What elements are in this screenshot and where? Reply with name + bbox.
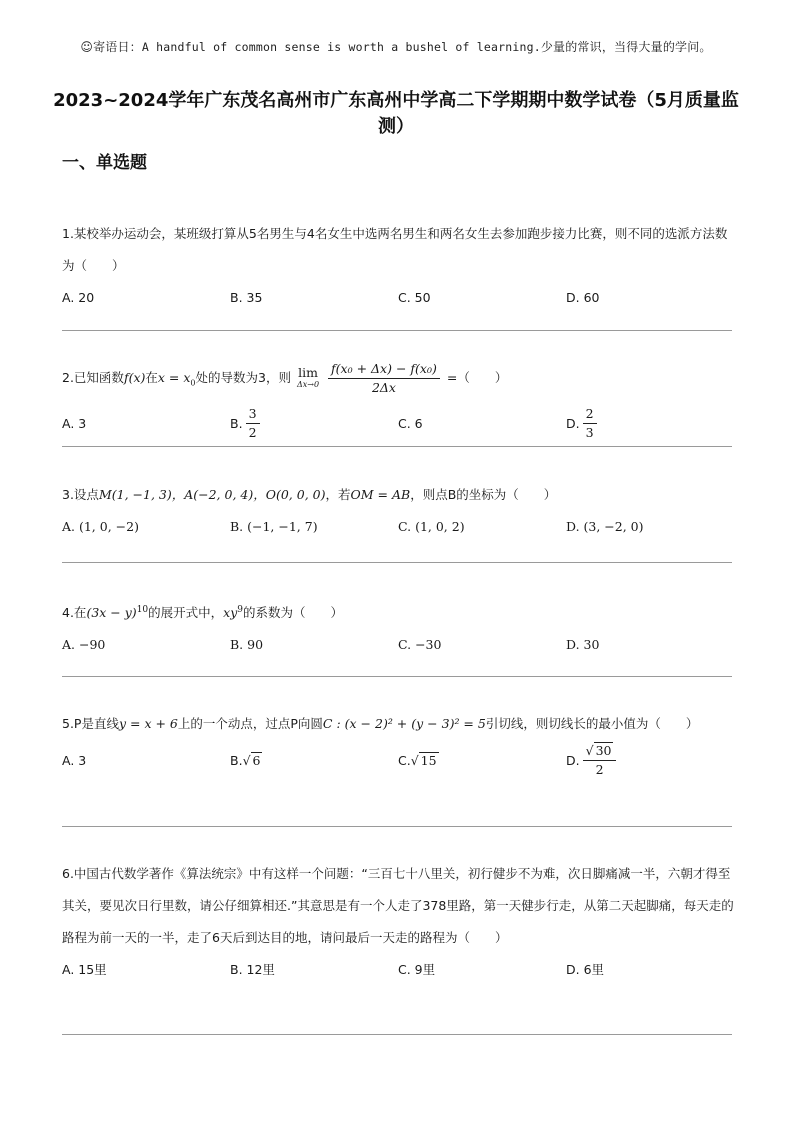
frac-num: 3 (246, 406, 260, 424)
option-b[interactable]: B. 90 (230, 636, 264, 652)
option-b[interactable]: B. (−1, −1, 7) (230, 518, 318, 534)
math-line: y = x + 6 (118, 716, 178, 731)
options-row (62, 740, 734, 780)
stem-text: 上的一个动点，过点P向圆 (177, 716, 323, 731)
frac-num: √ 30 (583, 743, 617, 761)
stem-text: ，则点B的坐标为（ ） (410, 487, 557, 502)
option-b[interactable] (230, 404, 263, 444)
stem-text: 4.在 (62, 605, 87, 621)
motto-english: A handful of common sense is worth a bushel of learning. (141, 40, 541, 54)
option-a[interactable]: A. (1, 0, −2) (62, 518, 139, 534)
divider (62, 330, 732, 331)
exponent: 9 (237, 605, 244, 615)
math-fx: f(x) (123, 370, 146, 385)
question-1 (62, 218, 734, 312)
divider (62, 676, 732, 677)
divider (62, 826, 732, 827)
radicand: 6 (252, 752, 261, 768)
option-label: C. (398, 752, 411, 768)
difference-quotient (328, 361, 440, 396)
math-circle: C : (x − 2)² + (y − 3)² = 5 (322, 716, 486, 731)
question-2 (62, 358, 734, 444)
stem-text: 2.已知函数 (62, 370, 124, 385)
header-motto (0, 38, 792, 55)
fraction (246, 406, 260, 441)
options-row (62, 404, 734, 444)
option-c[interactable]: C. 6 (398, 416, 423, 431)
options-row (62, 282, 734, 312)
option-a[interactable]: A. 15里 (62, 962, 107, 977)
question-5 (62, 708, 734, 780)
sqrt: √ 15 (410, 752, 437, 768)
page-title: 2023~2024学年广东茂名高州市广东高州中学高二下学期期中数学试卷（5月质量监测） (53, 90, 739, 137)
question-stem (62, 708, 734, 740)
question-stem: 2.已知函数f(x)在$x = x_0$处的导数为3，则 lim Δx→0 $\frac{\text{f(x₀ + Δx) − f(x₀)}}{2\Delta x}$ =（ ） (62, 361, 508, 395)
question-stem (62, 479, 734, 511)
option-a[interactable]: A. 3 (62, 416, 87, 431)
option-d[interactable]: D. 30 (566, 636, 600, 652)
stem-text: 在 (145, 370, 158, 385)
option-c[interactable]: C. 50 (398, 289, 431, 305)
option-d[interactable]: D. 6里 (566, 962, 605, 977)
fraction (583, 406, 597, 441)
math-binomial: (3x − y) (86, 605, 137, 621)
option-c[interactable]: C. −30 (398, 636, 442, 652)
option-b[interactable] (230, 740, 262, 780)
option-label: D. (566, 752, 580, 768)
math-term: xy (223, 605, 238, 621)
options-row (62, 629, 734, 659)
section-heading: 一、单选题 (62, 153, 147, 173)
divider (62, 562, 732, 563)
option-d[interactable] (566, 404, 600, 444)
option-a[interactable]: A. 3 (62, 752, 87, 768)
question-stem (62, 594, 734, 629)
options-row (62, 511, 734, 541)
option-label: B. (230, 416, 243, 431)
frac-den: 2 (248, 425, 257, 440)
option-d[interactable]: D. (3, −2, 0) (566, 518, 644, 534)
stem-text: 处的导数为3，则 (195, 370, 291, 385)
option-c[interactable]: C. 9里 (398, 962, 436, 977)
option-c[interactable] (398, 740, 439, 780)
exponent: 10 (136, 605, 149, 615)
option-b[interactable]: B. 12里 (230, 962, 275, 977)
lim-text: lim (298, 364, 318, 380)
frac-den: 2Δx (371, 380, 396, 395)
option-a[interactable]: A. 20 (62, 289, 95, 305)
divider (62, 1034, 732, 1035)
option-a[interactable]: A. −90 (62, 636, 106, 652)
frac-num: 2 (583, 406, 597, 424)
sqrt: √ 6 (242, 752, 261, 768)
radicand: 30 (595, 742, 612, 758)
radicand: 15 (420, 752, 437, 768)
motto-chinese: 少量的常识，当得大量的学问。 (540, 40, 712, 54)
option-label: D. (566, 416, 580, 431)
option-label: B. (230, 752, 243, 768)
stem-text: 的展开式中， (148, 605, 224, 621)
math-vectors: OM = AB (350, 487, 411, 502)
frac-den: 2 (595, 761, 604, 777)
stem-text: ，若 (325, 487, 351, 502)
question-stem: 1.某校举办运动会，某班级打算从5名男生与4名女生中选两名男生和两名女生去参加跑步接力比赛，则不同的选派方法数为（ ） (62, 226, 728, 273)
fraction (583, 743, 617, 778)
question-stem: 6.中国古代数学著作《算法统宗》中有这样一个问题：“三百七十八里关，初行健步不为难，次日脚痛减一半，六朝才得至其关，要见次日行里数，请公仔细算相还.”其意思是有一个人走了378里路，第一天健步行走，从第二天起脚痛，每天走的路程为前一天的一半，走了6天后到达目的地，请问最后一天走的路程为（ ） (62, 866, 734, 945)
frac-num: f(x₀ + Δx) − f(x₀) (328, 361, 440, 379)
stem-text: =（ ） (446, 370, 508, 385)
stem-text: 的系数为（ ） (243, 605, 344, 621)
math-x: x = x (157, 370, 191, 385)
option-d[interactable] (566, 740, 619, 780)
divider (62, 446, 732, 447)
stem-text: 引切线，则切线长的最小值为（ ） (485, 716, 699, 731)
options-row (62, 954, 734, 984)
motto-prefix: ☺寄语日： (80, 40, 142, 54)
stem-text: 5.P是直线 (62, 716, 119, 731)
stem-text: 3.设点 (62, 487, 99, 502)
question-4 (62, 594, 734, 659)
option-c[interactable]: C. (1, 0, 2) (398, 518, 465, 534)
frac-den: 3 (585, 425, 594, 440)
question-6 (62, 858, 734, 984)
option-d[interactable]: D. 60 (566, 289, 600, 305)
lim-sub: Δx→0 (296, 379, 320, 389)
question-3 (62, 479, 734, 541)
limit-operator (296, 364, 320, 391)
option-b[interactable]: B. 35 (230, 289, 263, 305)
math-points: M(1, −1, 3)，A(−2, 0, 4)，O(0, 0, 0) (98, 487, 326, 502)
